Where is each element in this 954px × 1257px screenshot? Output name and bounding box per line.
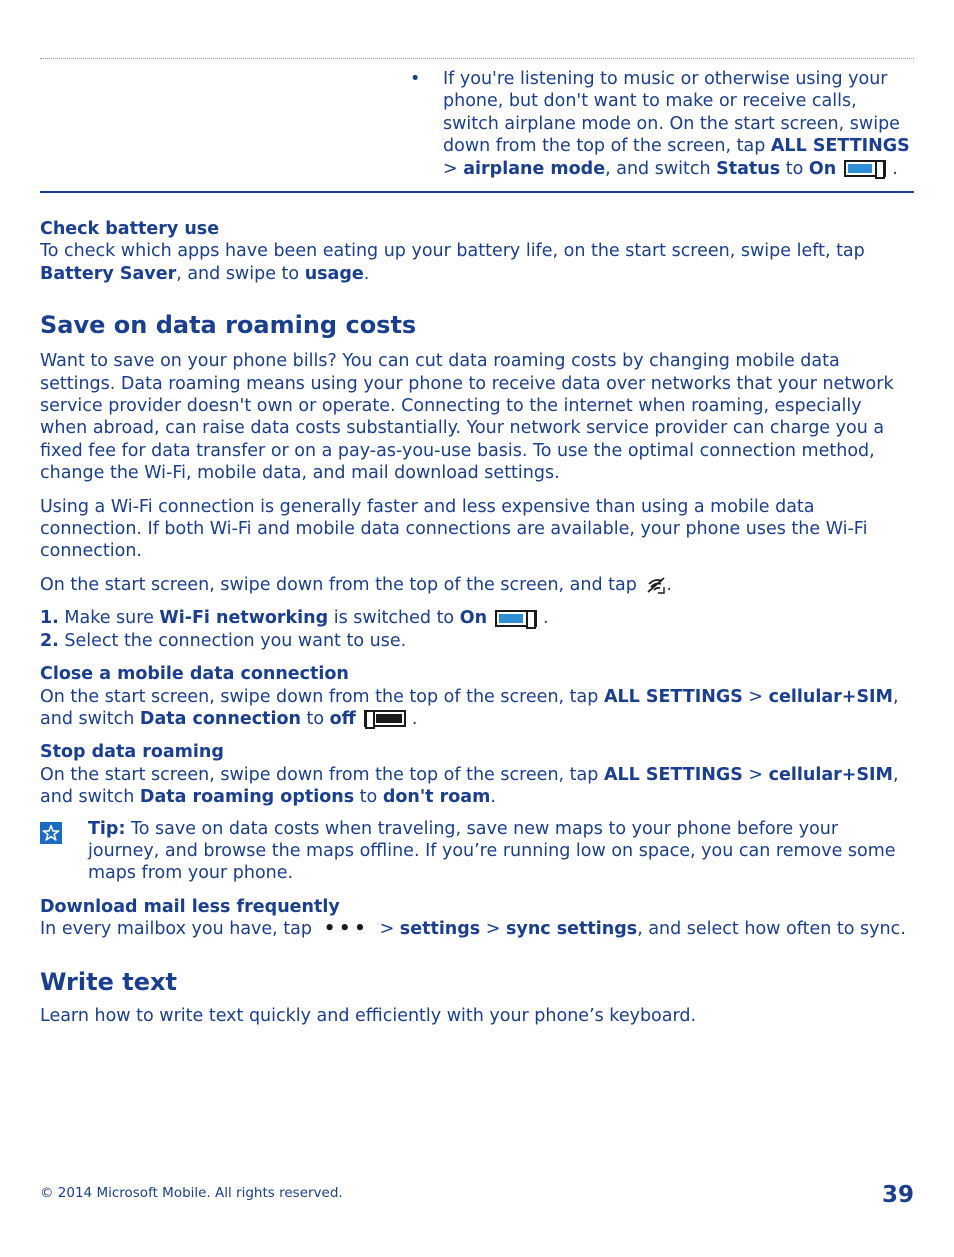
toggle-on-icon <box>844 160 886 177</box>
section-divider <box>40 191 914 193</box>
step-1-number: 1. <box>40 608 59 629</box>
footer-copyright: © 2014 Microsoft Mobile. All rights reserved. <box>40 1185 343 1201</box>
check-battery-heading: Check battery use <box>40 219 220 239</box>
close-mobile-text-3: to <box>300 708 330 729</box>
airplane-mode-term: airplane mode <box>463 158 606 179</box>
step-1-text-2: is switched to <box>328 608 460 629</box>
bullet-text-3: to <box>780 158 809 179</box>
roaming-paragraph-2: Using a Wi-Fi connection is generally faster and less expensive than using a mobile data connection. If both Wi-Fi and mobile data connections are available, your phone uses the Wi-Fi connection. <box>40 496 868 562</box>
data-connection-term: Data connection <box>139 708 301 729</box>
separator: > <box>742 686 769 707</box>
stop-roaming-heading: Stop data roaming <box>40 742 224 763</box>
battery-text-1: To check which apps have been eating up your battery life, on the start screen, swipe left, tap <box>40 241 865 262</box>
roaming-p3-text: On the start screen, swipe down from the top of the screen, and tap <box>40 574 643 595</box>
step-2 <box>40 630 914 652</box>
top-dotted-divider <box>40 58 914 59</box>
stop-roaming-text-1: On the start screen, swipe down from the top of the screen, tap <box>40 764 604 785</box>
write-text-paragraph: Learn how to write text quickly and efficiently with your phone’s keyboard. <box>40 1005 697 1026</box>
page-number: 39 <box>881 1182 914 1208</box>
stop-roaming-end: . <box>490 787 496 808</box>
airplane-mode-bullet <box>410 68 914 180</box>
bullet-text <box>443 68 914 180</box>
battery-end: . <box>363 263 370 284</box>
step-1 <box>40 607 914 629</box>
settings-term: settings <box>399 919 481 940</box>
sync-settings-term: sync settings <box>506 919 638 940</box>
usage-term: usage <box>304 263 364 284</box>
roaming-paragraph-1: Want to save on your phone bills? You can cut data roaming costs by changing mobile data settings. Data roaming means using your phone to receive data over networks that your network service provider doesn't own or operate. Connecting to the internet when roaming, especially when abroad, can raise data costs substantially. Your network service provider can charge you a fixed fee for data transfer or on a pay-as-you-use basis. To use the optimal connection method, change the Wi-Fi, mobile data, and mail download settings. <box>40 351 894 484</box>
close-mobile-text <box>40 686 914 731</box>
status-term: Status <box>716 158 781 179</box>
download-mail-heading: Download mail less frequently <box>40 896 340 917</box>
tip-text <box>88 818 914 885</box>
toggle-off-icon <box>364 710 406 727</box>
star-icon <box>40 822 62 844</box>
main-content <box>40 218 914 1027</box>
step-1-end: . <box>543 608 549 629</box>
download-mail-text <box>40 918 914 940</box>
stop-roaming-text-2: , and switch <box>40 764 899 808</box>
battery-saver-term: Battery Saver <box>40 263 177 284</box>
battery-text-2: , and swipe to <box>176 263 305 284</box>
tip-label: Tip: <box>88 818 126 839</box>
wifi-icon <box>646 575 666 595</box>
stop-roaming-text-3: to <box>354 787 383 808</box>
close-mobile-heading: Close a mobile data connection <box>40 664 349 685</box>
cellular-sim-term: cellular+SIM <box>768 764 893 785</box>
step-1-text-1: Make sure <box>58 608 160 629</box>
roaming-paragraph-3 <box>40 574 914 596</box>
separator: > <box>480 919 507 940</box>
all-settings-term: ALL SETTINGS <box>603 764 743 785</box>
tip-body: To save on data costs when traveling, save new maps to your phone before your journey, and browse the maps offline. If you’re running low on space, you can remove some maps from your phone. <box>88 818 896 884</box>
close-mobile-end: . <box>411 708 418 729</box>
bullet-dot: • <box>410 69 421 89</box>
toggle-on-icon <box>495 610 537 627</box>
all-settings-term: ALL SETTINGS <box>603 686 743 707</box>
wifi-networking-term: Wi-Fi networking <box>159 608 329 629</box>
on-term: On <box>808 158 837 179</box>
write-text-heading: Write text <box>40 967 177 996</box>
data-roaming-options-term: Data roaming options <box>139 787 355 808</box>
mail-text-2: , and select how often to sync. <box>637 919 906 940</box>
off-term: off <box>329 708 356 729</box>
save-roaming-heading: Save on data roaming costs <box>40 311 417 340</box>
close-mobile-text-1: On the start screen, swipe down from the top of the screen, tap <box>40 686 604 707</box>
step-2-number: 2. <box>40 630 59 651</box>
separator: > <box>379 919 400 940</box>
all-settings-term: ALL SETTINGS <box>770 136 910 157</box>
cellular-sim-term: cellular+SIM <box>768 686 893 707</box>
step-2-text: Select the connection you want to use. <box>58 630 407 651</box>
bullet-end: . <box>892 158 898 179</box>
bullet-text-2: , and switch <box>605 158 717 179</box>
bullet-text-1: If you're listening to music or otherwise using your phone, but don't want to make or receive calls, switch airplane mode on. On the start screen, swipe down from the top of the screen, tap <box>443 69 900 157</box>
mail-text-1: In every mailbox you have, tap <box>40 919 312 940</box>
dont-roam-term: don't roam <box>382 787 491 808</box>
close-mobile-text-2: , and switch <box>40 686 899 729</box>
more-icon: ••• <box>324 919 370 940</box>
separator: > <box>742 764 769 785</box>
roaming-p3-end: . <box>666 574 672 595</box>
step-1-on-term: On <box>459 608 488 629</box>
tip-box <box>40 818 914 885</box>
check-battery-text <box>40 240 914 285</box>
separator: > <box>443 158 464 179</box>
stop-roaming-text <box>40 764 914 809</box>
